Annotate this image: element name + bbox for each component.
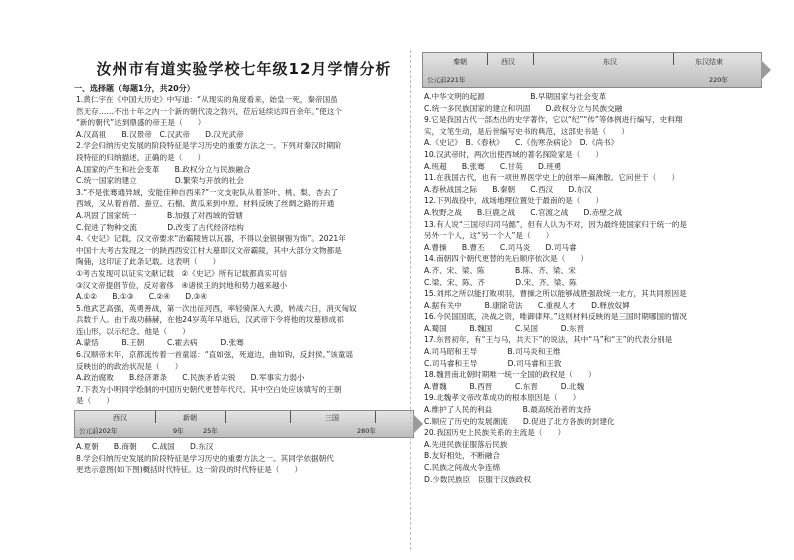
dynasty-timeline-left: [74, 410, 414, 438]
timeline-date: 25年: [203, 427, 218, 436]
question-line: 7.下表为小明同学绘制的中国历史朝代更替年代尺。其中空白处应该填写的王朝: [76, 384, 342, 394]
question-line: A.汉高祖 B.汉景帝 C.汉武帝 D.汉光武帝: [76, 129, 244, 139]
question-line: 18.魏晋南北朝时期唯一统一全国的政权是（ ）: [424, 370, 596, 380]
question-line: A.司马昭和王导 B.司马炎和王维: [424, 347, 561, 357]
question-line: 段特征的归纳描述，正确的是（ ）: [76, 152, 206, 162]
question-line: 17.东晋初年，有“王与马，共天下”的说法，其中“马”和“王”的代表分别是: [424, 335, 673, 345]
question-line: 4.《史记》记载，汉文帝要求“治霸陵皆以瓦器，不得以金银铜锡为饰”。2021年: [76, 234, 346, 244]
right-column: [422, 0, 762, 560]
question-line: 6.汉顺帝末年，京都流传着一首童谣：“直如弦，死道边，曲如钩，反封侯。”该童谣: [76, 350, 354, 360]
question-line: C.梁、宋、陈、齐 D.宋、齐、梁、陈: [424, 277, 577, 287]
question-line: 陶俑，这印证了此条记载。这表明（ ）: [76, 257, 221, 267]
question-line: 更迭示意图(如下图)概括时代特征。这一阶段的时代特征是（ ）: [76, 465, 303, 475]
question-line: 11.在我国古代，也有一项世界医学史上的创举—麻沸散。它问世于（ ）: [424, 173, 680, 183]
timeline-segment: 西汉: [501, 58, 515, 66]
question-line: A.中华文明的起源 B.早期国家与社会变革: [424, 92, 607, 101]
question-line: A.夏朝 B.商朝 C.战国 D.东汉: [76, 442, 214, 452]
timeline-segment: 三国: [325, 414, 339, 423]
question-line: ①考古发现可以证实文献记载 ②《史记》所有记载都真实可信: [76, 268, 288, 278]
question-line: 反映出的的政治状况是（ ）: [76, 361, 183, 371]
question-line: 另外一个人，这“另一个人”是（ ）: [424, 231, 554, 241]
question-line: A.春秋战国之际 B.秦朝 C.西汉 D.东汉: [424, 184, 592, 194]
question-line: “新的朝代”达到鼎盛的帝王是（ ）: [76, 118, 206, 128]
timeline-date: 280年: [357, 427, 376, 436]
question-line: 12.下列战役中，战场地理位置处于最南的是（ ）: [424, 196, 604, 206]
question-line: 13.有人说“三国尽归司马懿”，但有人认为不对，因为最终使国家归于统一的是: [424, 219, 687, 229]
question-line: 然无存……不出十年之内一个新的朝代凌之勃兴，莅后延续达四百余年。”使这个: [76, 106, 342, 116]
question-line: A.《史记》 B.《春秋》 C.《伤寒杂病论》 D.《尚书》: [424, 138, 619, 148]
timeline-tick: [673, 53, 674, 65]
question-line: 14.南朝四个朝代更替的先后顺序依次是（ ）: [424, 254, 588, 264]
question-line: 是（ ）: [76, 396, 114, 406]
timeline-date: 9年: [173, 427, 184, 436]
timeline-segment: 新朝: [183, 414, 197, 423]
question-line: A.政治腐败 B.经济萧条 C.民族矛盾尖锐 D.军事实力弱小: [76, 373, 305, 383]
question-line: C.统一多民族国家的建立和巩固 D.政权分立与民族交融: [424, 103, 623, 113]
question-line: 19.北魏孝文帝改革成功的根本原因是（ ）: [424, 393, 581, 403]
question-line: C.顺应了历史的发展潮流 D.促进了北方各族的封建化: [424, 416, 615, 426]
timeline-date: 220年: [709, 76, 728, 84]
left-questions: [74, 94, 414, 476]
question-line: 10.汉武帝时，两次出使西域的著名探险家是（ ）: [424, 149, 604, 159]
exam-title: 汝州市有道实验学校七年级12月学情分析: [96, 60, 392, 78]
timeline-date: 公元前221年: [427, 76, 466, 84]
question-line: A.牧野之战 B.巨鹿之战 C.官渡之战 D.赤壁之战: [424, 207, 623, 217]
question-line: 西域，又从着首蓿、蚕豆、石榴、黄瓜来到中原。材料反映了丝绸之路的开通: [76, 199, 335, 209]
timeline-segment: 秦朝: [453, 58, 467, 66]
timeline-segment: 东汉结束: [695, 58, 723, 66]
question-line: 实，文笔生动，是后世编写史书的典范，这部史书是（ ）: [424, 126, 630, 136]
question-line: A.据有关中 B.康除苛法 C.重视人才 D.释放奴婢: [424, 300, 630, 310]
question-line: 5.他武艺高强，英勇善战，第一次出征河西，率轻骑深入大漠，转战六日，消灭匈奴: [76, 303, 357, 313]
timeline-date: 公元前202年: [79, 427, 118, 436]
question-line: A.先进民族征服落后民族: [424, 439, 508, 449]
right-questions: [422, 91, 762, 485]
question-line: C.民族之间战火争连绵: [424, 463, 501, 472]
timeline-tick: [225, 411, 226, 423]
question-line: C.统一国家的建立 D.繁荣与开放的社会: [76, 176, 244, 186]
question-line: A.蜀国 B.魏国 C.吴国 D.东晋: [424, 323, 585, 333]
question-line: 2.学会归纳历史发展的阶段特征是学习历史的重要方法之一。下列对秦汉时期阶: [76, 141, 342, 151]
question-line: A.曹操 B.曹丕 C.司马炎 D.司马睿: [424, 242, 577, 252]
left-column: [74, 0, 414, 560]
question-line: A.蒙恬 B.王朝 C.霍去病 D.张骞: [76, 338, 244, 348]
question-line: 8.学会归纳历史发展的阶段特征是学习历史的重要方法之一。其同学依据朝代: [76, 453, 334, 463]
timeline-tick: [155, 411, 156, 423]
timeline-tick: [533, 53, 534, 65]
question-line: A.维护了人民的利益 B.最高统治者的支持: [424, 405, 591, 415]
question-line: 中国十大考古发现之一的陕西西安江村大墓即汉文帝霸陵，其中大部分文物都是: [76, 245, 342, 255]
question-line: 20.我国历史上民族关系的主流是（ ）: [424, 428, 566, 438]
question-line: 15.刘邦之所以能打败项羽，曹操之所以能够战胜强敌统一北方，其共同原因是: [424, 289, 687, 299]
question-line: A.曹魏 B.西晋 C.东晋 D.北魏: [424, 381, 585, 391]
column-divider: [410, 50, 411, 550]
question-line: A.班超 B.张骞 C.甘英 D.班勇: [424, 161, 562, 171]
question-line: A.①② B.①③ C.②④ D.③④: [76, 292, 208, 302]
timeline-tick: [290, 411, 291, 423]
timeline-segment: 东汉: [603, 58, 617, 66]
question-line: C.司马睿和王导 D.司马睿和王敦: [424, 358, 562, 368]
question-line: A.国家的产生和社会变革 B.政权分立与民族融合: [76, 164, 251, 174]
question-line: 9.它是我国古代一部杰出的史学著作，它以“纪”“传”等体例进行编写，史料翔: [424, 115, 683, 125]
timeline-tick: [487, 53, 488, 65]
question-line: ③汉文帝提倡节俭，反对奢侈 ④诸侯王的封地和势力越来越小: [76, 280, 288, 290]
question-line: D.少数民族臣 臣服于汉族政权: [424, 474, 531, 484]
question-line: A.齐、宋、梁、陈 B.陈、齐、梁、宋: [424, 265, 576, 275]
question-line: 兵数千人。由于战功赫赫，在他24岁英年早逝后，汉武帝下令将他的坟墓修成祁: [76, 315, 344, 325]
dynasty-timeline-right: [422, 52, 762, 88]
section-heading: 一、选择题（每题1分，共20分）: [74, 84, 195, 93]
question-line: 16.今民国国底，决战之资，唯御律拜。”这则材料反映的是三国时期哪国的情况: [424, 312, 687, 322]
question-line: C.促进了物种交流 D.改变了古代经济结构: [76, 222, 244, 232]
question-line: 1.黄仁宇在《中国大历史》中写道：“从现实的角度看来，始皇一死，秦帝国虽: [76, 95, 338, 104]
question-line: A.巩固了国家统一 B.加强了对西域的管辖: [76, 210, 243, 220]
question-line: 3.“不是张骞通异域，安能佳种自西来?”一文支驼队从着茶叶、桃、梨、杏去了: [76, 187, 339, 197]
timeline-segment: 西汉: [113, 414, 127, 423]
question-line: B.友好相处，不断融合: [424, 451, 500, 461]
timeline-tick: [375, 411, 376, 423]
timeline-arrow: [761, 60, 771, 80]
question-line: 连山形，以示纪念。他是（ ）: [76, 326, 190, 336]
